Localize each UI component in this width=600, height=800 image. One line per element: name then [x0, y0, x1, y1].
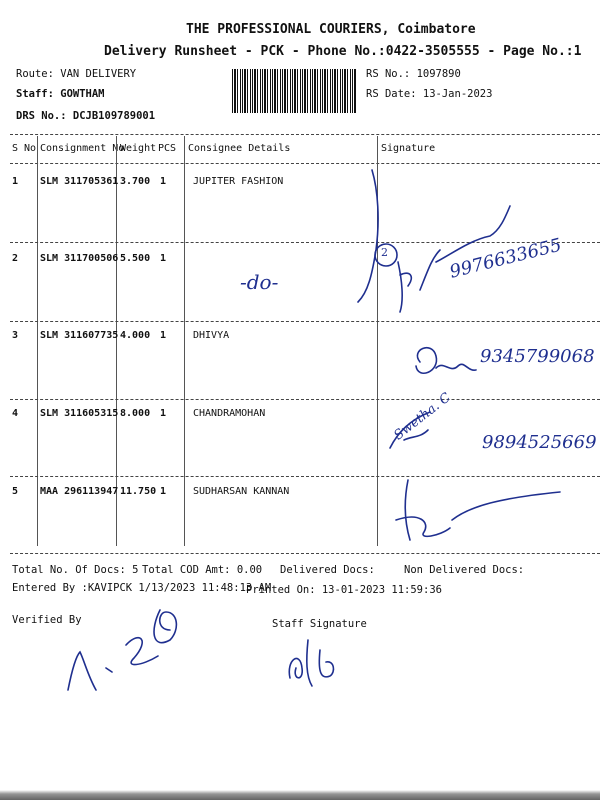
row-pcs: 1 [160, 176, 167, 187]
staff-signature-label: Staff Signature [272, 618, 367, 630]
row-consignee: DHIVYA [193, 330, 230, 341]
phone-row2: 9976633655 [447, 234, 564, 283]
row-sno: 3 [12, 330, 19, 341]
row-sno: 1 [12, 176, 19, 187]
row-weight: 5.500 [120, 253, 151, 264]
col-header-sno: S No [12, 143, 37, 154]
row-pcs: 1 [160, 486, 167, 497]
ditto-mark: -do- [240, 270, 279, 294]
row-weight: 3.700 [120, 176, 151, 187]
row-pcs: 1 [160, 408, 167, 419]
row-consignment: MAA 296113947 [40, 486, 119, 497]
row-sno: 4 [12, 408, 19, 419]
printed-on: Printed On: 13-01-2023 11:59:36 [246, 584, 442, 596]
total-cod: Total COD Amt: 0.00 [142, 564, 263, 576]
delivered-docs: Delivered Docs: [280, 564, 375, 576]
row-sno: 5 [12, 486, 19, 497]
verified-by-label: Verified By [12, 614, 82, 626]
phone-row3: 9345799068 [480, 346, 595, 367]
route-label: Route: VAN DELIVERY [16, 68, 137, 80]
row-pcs: 1 [160, 253, 167, 264]
col-header-signature: Signature [381, 143, 436, 154]
scan-edge [0, 790, 600, 800]
row-consignment: SLM 311705361 [40, 176, 119, 187]
circled-number: 2 [381, 246, 388, 259]
row-weight: 4.000 [120, 330, 151, 341]
drs-number: DRS No.: DCJB109789001 [16, 110, 156, 122]
rs-number: RS No.: 1097890 [366, 68, 461, 80]
staff-label: Staff: GOWTHAM [16, 88, 105, 100]
col-header-consignment: Consignment No [40, 143, 125, 154]
row-consignment: SLM 311605315 [40, 408, 119, 419]
non-delivered-docs: Non Delivered Docs: [404, 564, 525, 576]
row-consignment: SLM 311607735 [40, 330, 119, 341]
row-consignee: CHANDRAMOHAN [193, 408, 266, 419]
col-header-consignee: Consignee Details [188, 143, 291, 154]
phone-row4: 9894525669 [482, 432, 597, 453]
row-pcs: 1 [160, 330, 167, 341]
row-sno: 2 [12, 253, 19, 264]
col-header-weight: Weight [120, 143, 157, 154]
company-title: THE PROFESSIONAL COURIERS, Coimbatore [186, 22, 476, 37]
row-weight: 11.750 [120, 486, 157, 497]
rs-date: RS Date: 13-Jan-2023 [366, 88, 493, 100]
row-consignee: JUPITER FASHION [193, 176, 284, 187]
runsheet-subtitle: Delivery Runsheet - PCK - Phone No.:0422-3505555 - Page No.:1 [104, 44, 582, 59]
row-weight: 8.000 [120, 408, 151, 419]
row-consignment: SLM 311700506 [40, 253, 119, 264]
row-consignee: SUDHARSAN KANNAN [193, 486, 290, 497]
entered-by: Entered By :KAVIPCK 1/13/2023 11:48:13 AM [12, 582, 272, 594]
name-row4: Swetha. C [391, 390, 454, 444]
col-header-pcs: PCS [158, 143, 177, 154]
total-docs: Total No. Of Docs: 5 [12, 564, 139, 576]
